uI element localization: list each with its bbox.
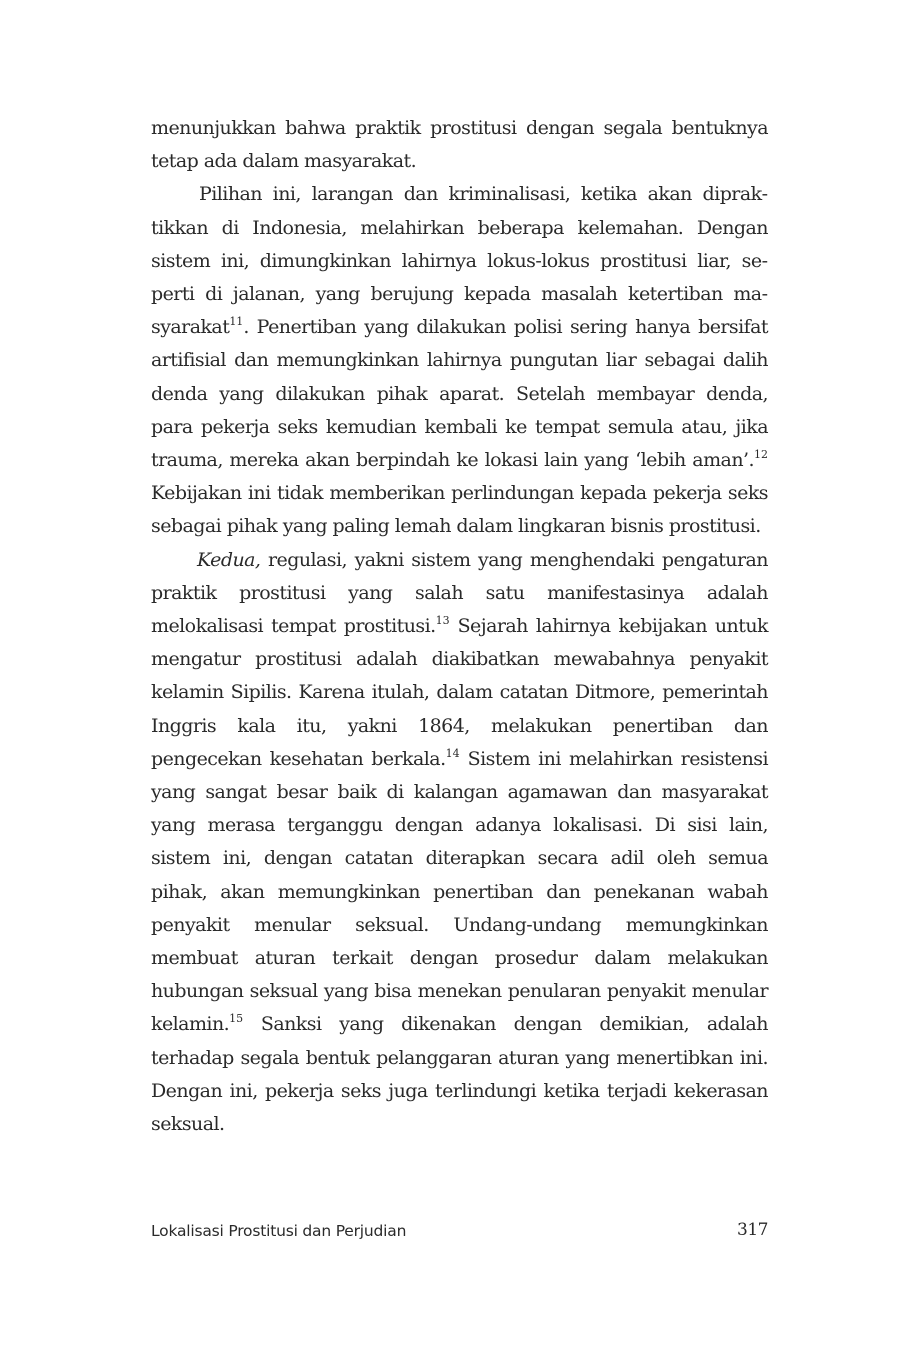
footnote-ref-13[interactable]: 13 [435, 614, 450, 628]
footnote-ref-14[interactable]: 14 [445, 746, 460, 760]
paragraph-2-text-c: Kebijakan ini tidak memberikan perlindungan kepada pekerja seks sebagai pihak yang paling lemah dalam lingkaran bisnis prostitusi. [151, 482, 768, 538]
paragraph-1-text: menunjukkan bahwa praktik prostitusi dengan segala bentuknya tetap ada dalam masyarakat. [151, 117, 768, 173]
paragraph-3-text-d: Sanksi yang dikenakan dengan demikian, adalah terhadap segala bentuk pelanggaran aturan yang menertibkan ini. Dengan ini, pekerja seks juga terlindungi ketika terjadi kekerasan seksual. [151, 1013, 768, 1136]
paragraph-1 [151, 112, 768, 178]
footnote-ref-11[interactable]: 11 [229, 315, 244, 329]
paragraph-2-text-b: . Penertiban yang dilakukan polisi sering hanya bersifat artifisial dan memungkinkan lahirnya pungutan liar sebagai dalih denda yang dilakukan pihak aparat. Setelah membayar denda, para pekerja seks kemudian kembali ke tempat semula atau, jika trauma, mereka akan berpindah ke lokasi lain yang ‘lebih aman’. [151, 316, 768, 472]
paragraph-3-text-b: Sejarah lahirnya kebijakan untuk mengatur prostitusi adalah diakibatkan mewabahnya penyakit kelamin Sipilis. Karena itulah, dalam catatan Ditmore, pemerintah Inggris kala itu, yakni 1864, melakukan penertiban dan pengecekan kesehatan berkala. [151, 615, 768, 770]
paragraph-2 [151, 178, 768, 543]
paragraph-3-italic-lead: Kedua, [197, 548, 261, 571]
paragraph-2-text-a: Pilihan ini, larangan dan kriminalisasi, ketika akan dipraktikkan di Indonesia, melahirkan beberapa kelemahan. Dengan sistem ini, dimungkinkan lahirnya lokus-lokus prostitusi liar, seperti di jalanan, yang berujung kepada masalah ketertiban masyarakat [151, 183, 768, 339]
footnote-ref-15[interactable]: 15 [229, 1012, 244, 1026]
running-footer-title: Lokalisasi Prostitusi dan Perjudian [151, 1222, 407, 1240]
page-footer [151, 1222, 768, 1246]
paragraph-3-text-c: Sistem ini melahirkan resistensi yang sangat besar baik di kalangan agamawan dan masyarakat yang merasa terganggu dengan adanya lokalisasi. Di sisi lain, sistem ini, dengan catatan diterapkan secara adil oleh semua pihak, akan memungkinkan penertiban dan penekanan wabah penyakit menular seksual. Undang-undang memungkinkan membuat aturan terkait dengan prosedur dalam melakukan hubungan seksual yang bisa menekan penularan penyakit menular kelamin. [151, 747, 769, 1036]
paragraph-3 [151, 544, 768, 1142]
body-text [151, 112, 768, 1141]
paragraph-3-text-a: regulasi, yakni sistem yang menghendaki pengaturan praktik prostitusi yang salah satu manifestasinya adalah melokalisasi tempat prostitusi. [151, 548, 768, 638]
page-number: 317 [737, 1220, 768, 1240]
footnote-ref-12[interactable]: 12 [754, 448, 768, 462]
